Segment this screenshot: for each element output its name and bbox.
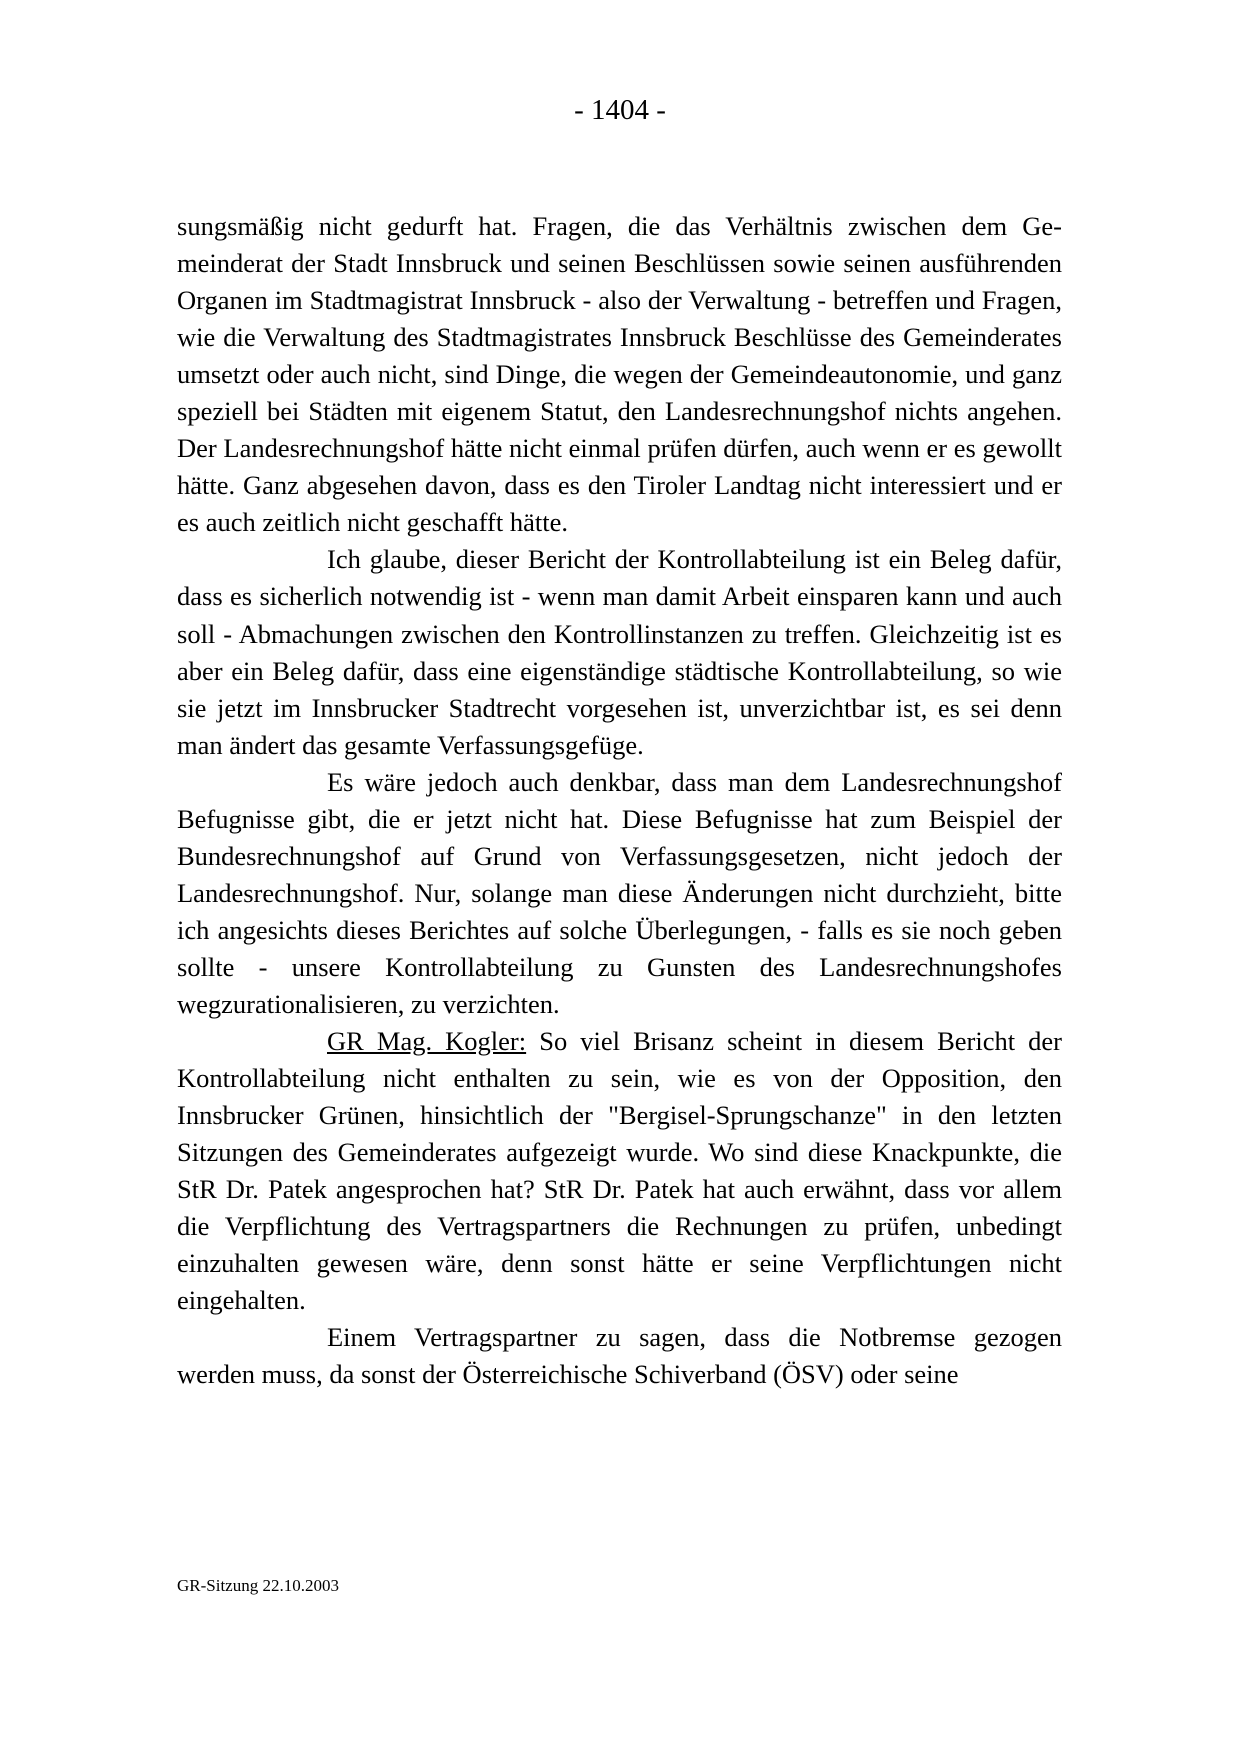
speaker-name: GR Mag. Kogler:: [327, 1026, 527, 1057]
body-text: [177, 208, 1062, 1394]
page-number: - 1404 -: [574, 94, 666, 126]
paragraph-4-text: So viel Brisanz scheint in diesem Bericht der Kontrollabteilung nicht enthalten zu sein, wie es von der Opposition, den Innsbrucker Grünen, hinsichtlich der "Bergisel-Sprungschanze" in den letzten Sitzungen des Gemeinderates aufgezeigt wurde. Wo sind diese Knackpunkte, die StR Dr. Patek angesprochen hat? StR Dr. Patek hat auch erwähnt, dass vor allem die Verpflichtung des Vertragspartners die Rechnungen zu prüfen, unbedingt einzuhalten gewesen wäre, denn sonst hätte er seine Verpflichtungen nicht eingehalten.: [177, 1026, 1062, 1316]
paragraph-4: [177, 1023, 1062, 1319]
paragraph-5: Einem Vertragspartner zu sagen, dass die Notbremse gezogen werden muss, da sonst der Österreichische Schiverband (ÖSV) oder seine: [177, 1322, 1062, 1390]
paragraph-1: sungsmäßig nicht gedurft hat. Fragen, die das Verhältnis zwischen dem Gemeinderat der Stadt Innsbruck und seinen Beschlüssen sowie seinen ausführenden Organen im Stadtmagistrat Innsbruck - also der Verwaltung - betreffen und Fragen, wie die Verwaltung des Stadtmagistrates Innsbruck Beschlüsse des Gemeinderates umsetzt oder auch nicht, sind Dinge, die wegen der Gemeindeautonomie, und ganz speziell bei Städten mit eigenem Statut, den Landesrechnungshof nichts angehen. Der Landesrechnungshof hätte nicht einmal prüfen dürfen, auch wenn er es gewollt hätte. Ganz abgesehen davon, dass es den Tiroler Landtag nicht interessiert und er es auch zeitlich nicht geschafft hätte.: [177, 211, 1062, 538]
paragraph-3: Es wäre jedoch auch denkbar, dass man dem Landesrechnungshof Befugnisse gibt, die er jetzt nicht hat. Diese Befugnisse hat zum Beispiel der Bundesrechnungshof auf Grund von Verfassungsgesetzen, nicht jedoch der Landesrechnungshof. Nur, solange man diese Änderungen nicht durchzieht, bitte ich angesichts dieses Berichtes auf solche Überlegungen, - falls es sie noch geben sollte - unsere Kontrollabteilung zu Gunsten des Landesrechnungshofes wegzurationalisieren, zu verzichten.: [177, 766, 1062, 1019]
footer-session-date: GR-Sitzung 22.10.2003: [177, 1576, 339, 1595]
paragraph-2: Ich glaube, dieser Bericht der Kontrollabteilung ist ein Beleg dafür, dass es sicherlich notwendig ist - wenn man damit Arbeit einsparen kann und auch soll - Abmachungen zwischen den Kontrollinstanzen zu treffen. Gleichzeitig ist es aber ein Beleg dafür, dass eine eigenständige städtische Kontrollabteilung, so wie sie jetzt im Innsbrucker Stadtrecht vorgesehen ist, unverzichtbar ist, es sei denn man ändert das gesamte Verfassungsgefüge.: [177, 544, 1062, 760]
